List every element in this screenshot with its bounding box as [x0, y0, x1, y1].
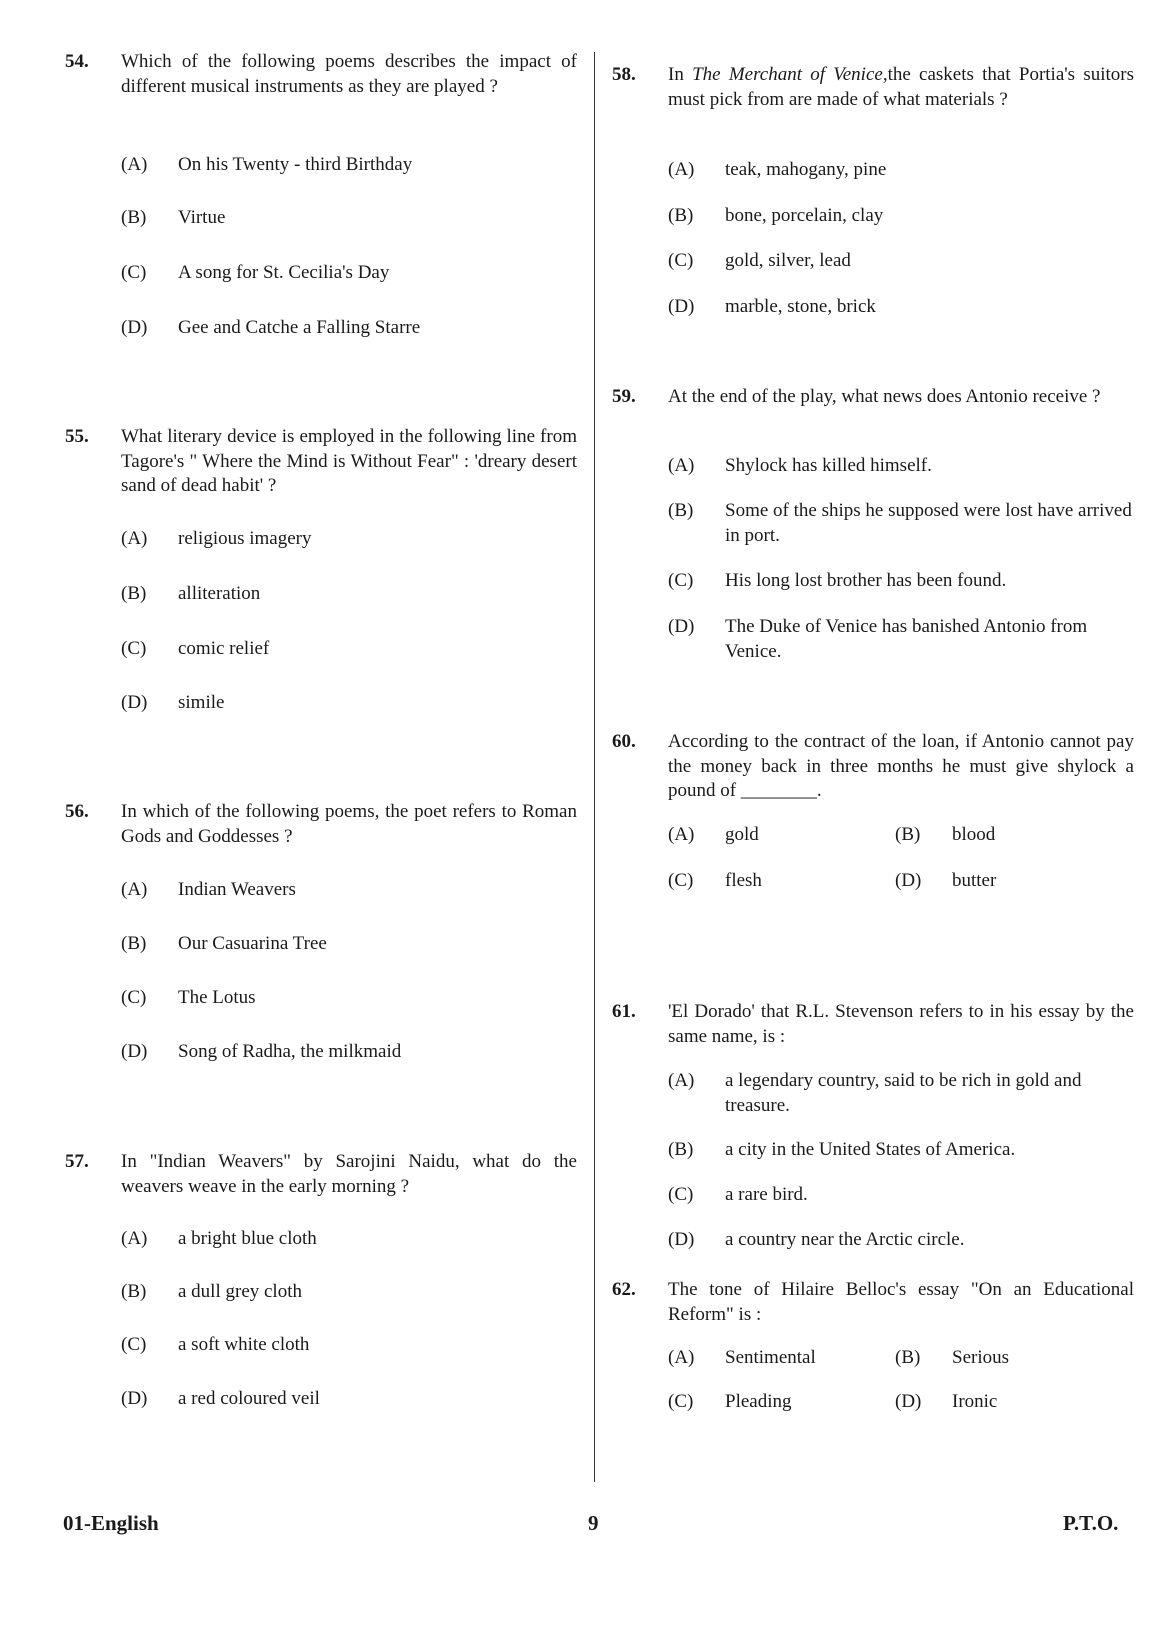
option-a	[121, 153, 577, 178]
option-label: (B)	[668, 205, 694, 226]
question-text: According to the contract of the loan, if Antonio cannot pay the money back in three months he must give shylock a pound of ________.	[668, 731, 1134, 802]
option-text: Shylock has killed himself.	[725, 455, 932, 476]
option-label: (D)	[121, 1388, 148, 1409]
question-number: 58.	[612, 64, 636, 85]
option-text: teak, mahogany, pine	[725, 159, 887, 180]
option-text: Some of the ships he supposed were lost have arrived in port.	[725, 500, 1132, 546]
question-number: 56.	[65, 801, 89, 822]
option-c	[121, 1333, 577, 1358]
option-label: (A)	[121, 528, 148, 549]
option-b	[668, 1138, 1134, 1163]
option-label: (D)	[121, 692, 148, 713]
option-label: (D)	[895, 870, 922, 891]
option-label: (A)	[121, 154, 148, 175]
option-text: His long lost brother has been found.	[725, 570, 1007, 591]
option-d	[668, 1228, 1134, 1253]
option-text: Virtue	[178, 207, 226, 228]
option-label: (A)	[668, 1347, 695, 1368]
option-c	[668, 1183, 1134, 1208]
option-label: (D)	[121, 1041, 148, 1062]
option-d	[895, 869, 1115, 894]
option-text: The Lotus	[178, 987, 256, 1008]
option-c	[668, 249, 1134, 274]
option-a	[668, 158, 1134, 183]
option-label: (D)	[668, 296, 695, 317]
option-text: bone, porcelain, clay	[725, 205, 884, 226]
footer-page-number: 9	[588, 1511, 599, 1535]
question-number: 60.	[612, 731, 636, 752]
option-text: a bright blue cloth	[178, 1228, 317, 1249]
option-text: a rare bird.	[725, 1184, 808, 1205]
option-text: Song of Radha, the milkmaid	[178, 1041, 402, 1062]
question-57	[65, 1150, 577, 1409]
option-label: (B)	[121, 583, 147, 604]
option-text: a country near the Arctic circle.	[725, 1229, 965, 1250]
option-label: (C)	[668, 870, 694, 891]
question-number: 62.	[612, 1279, 636, 1300]
option-b	[668, 499, 1134, 548]
question-56	[65, 800, 577, 1062]
option-text: comic relief	[178, 638, 270, 659]
option-label: (A)	[668, 159, 695, 180]
footer-pto: P.T.O.	[1063, 1511, 1119, 1535]
question-number: 55.	[65, 426, 89, 447]
option-text: religious imagery	[178, 528, 312, 549]
question-55	[65, 425, 577, 713]
question-62	[612, 1278, 1134, 1412]
question-text: What literary device is employed in the following line from Tagore's " Where the Mind is Without Fear" : 'dreary desert sand of dead habit' ?	[121, 426, 577, 497]
option-text: Sentimental	[725, 1347, 816, 1368]
option-text: Pleading	[725, 1391, 792, 1412]
option-text: On his Twenty - third Birthday	[178, 154, 413, 175]
question-58	[612, 63, 1134, 317]
option-b	[668, 204, 1134, 229]
option-label: (C)	[121, 262, 147, 283]
option-label: (A)	[121, 1228, 148, 1249]
question-text: In "Indian Weavers" by Sarojini Naidu, what do the weavers weave in the early morning ?	[121, 1151, 577, 1197]
option-a	[668, 1346, 898, 1371]
option-d	[121, 691, 577, 716]
option-text: flesh	[725, 870, 762, 891]
question-59	[612, 385, 1134, 662]
option-b	[121, 582, 577, 607]
question-text: At the end of the play, what news does Antonio receive ?	[668, 386, 1101, 407]
option-label: (D)	[121, 317, 148, 338]
question-number: 57.	[65, 1151, 89, 1172]
option-label: (D)	[668, 616, 695, 637]
option-label: (C)	[121, 987, 147, 1008]
option-a	[668, 823, 898, 848]
option-label: (D)	[668, 1229, 695, 1250]
option-a	[121, 527, 577, 552]
play-title: The Merchant of Venice	[692, 64, 883, 85]
option-text: Serious	[952, 1347, 1009, 1368]
option-label: (D)	[895, 1391, 922, 1412]
question-54	[65, 50, 577, 338]
option-b	[895, 1346, 1115, 1371]
option-b	[121, 932, 577, 957]
option-c	[121, 986, 577, 1011]
question-61	[612, 1000, 1134, 1250]
option-label: (C)	[668, 1391, 694, 1412]
option-label: (C)	[668, 570, 694, 591]
question-text	[668, 63, 1134, 112]
option-label: (B)	[121, 207, 147, 228]
option-label: (C)	[668, 250, 694, 271]
option-text: Ironic	[952, 1391, 998, 1412]
option-label: (B)	[668, 1139, 694, 1160]
option-text: a dull grey cloth	[178, 1281, 302, 1302]
option-d	[668, 295, 1134, 320]
option-text: marble, stone, brick	[725, 296, 876, 317]
question-text: Which of the following poems describes the impact of different musical instruments as they are played ?	[121, 51, 577, 97]
option-text: Our Casuarina Tree	[178, 933, 327, 954]
question-number: 54.	[65, 51, 89, 72]
option-text: Indian Weavers	[178, 879, 296, 900]
option-text: a city in the United States of America.	[725, 1139, 1016, 1160]
option-a	[668, 1069, 1134, 1118]
option-text: simile	[178, 692, 225, 713]
option-c	[668, 869, 898, 894]
option-text: A song for St. Cecilia's Day	[178, 262, 390, 283]
option-text: gold, silver, lead	[725, 250, 851, 271]
option-label: (C)	[668, 1184, 694, 1205]
option-label: (C)	[121, 638, 147, 659]
option-label: (B)	[895, 824, 921, 845]
option-b	[121, 1280, 577, 1305]
option-text: gold	[725, 824, 759, 845]
question-text-part: ,the caskets that Portia's suitors must pick from are made of what materials ?	[668, 64, 1134, 110]
option-text: blood	[952, 824, 996, 845]
footer-subject-code: 01-English	[63, 1511, 159, 1535]
option-text: alliteration	[178, 583, 261, 604]
option-text: a soft white cloth	[178, 1334, 310, 1355]
option-a	[668, 454, 1134, 479]
option-label: (B)	[121, 933, 147, 954]
option-text: a legendary country, said to be rich in gold and treasure.	[725, 1070, 1082, 1116]
option-label: (B)	[668, 500, 694, 521]
option-a	[121, 878, 577, 903]
option-label: (B)	[895, 1347, 921, 1368]
option-c	[668, 569, 1134, 594]
question-text: The tone of Hilaire Belloc's essay "On an Educational Reform" is :	[668, 1279, 1134, 1325]
question-60	[612, 730, 1134, 891]
option-c	[121, 261, 577, 286]
option-text: a red coloured veil	[178, 1388, 320, 1409]
option-d	[668, 615, 1134, 664]
option-b	[121, 206, 577, 231]
option-text: butter	[952, 870, 997, 891]
option-label: (A)	[121, 879, 148, 900]
option-label: (C)	[121, 1334, 147, 1355]
option-label: (A)	[668, 824, 695, 845]
question-text-part: In	[668, 64, 693, 85]
option-b	[895, 823, 1115, 848]
option-d	[121, 1040, 577, 1065]
option-text: Gee and Catche a Falling Starre	[178, 317, 421, 338]
option-label: (B)	[121, 1281, 147, 1302]
question-number: 61.	[612, 1001, 636, 1022]
option-d	[121, 316, 577, 341]
question-number: 59.	[612, 386, 636, 407]
divider-line	[594, 52, 595, 1482]
option-c	[668, 1390, 898, 1415]
question-text: In which of the following poems, the poet refers to Roman Gods and Goddesses ?	[121, 801, 577, 847]
option-d	[895, 1390, 1115, 1415]
option-c	[121, 637, 577, 662]
option-d	[121, 1387, 577, 1412]
option-label: (A)	[668, 1070, 695, 1091]
option-a	[121, 1227, 577, 1252]
option-label: (A)	[668, 455, 695, 476]
option-text: The Duke of Venice has banished Antonio from Venice.	[725, 616, 1088, 662]
question-text: 'El Dorado' that R.L. Stevenson refers to in his essay by the same name, is :	[668, 1001, 1134, 1047]
